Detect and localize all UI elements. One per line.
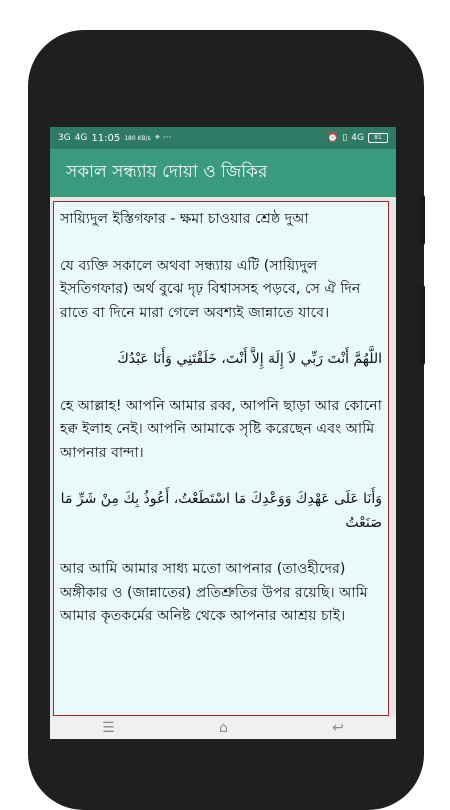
signal-4g-icon: 4G — [74, 133, 88, 143]
clock: 11:05 — [91, 132, 121, 144]
dua-content — [54, 202, 388, 629]
volume-button — [420, 285, 425, 365]
bangla-meaning-2: আর আমি আমার সাধ্য মতো আপনার (তাওহীদের) অঙ্গীকার ও (জান্নাতের) প্রতিশ্রুতির উপর রয়েছি। আমি আমার কৃতকর্মের অনিষ্ট থেকে আপনার আশ্রয় চাই। — [60, 561, 368, 624]
screen — [50, 127, 396, 739]
battery-icon: 81 — [368, 133, 388, 143]
dua-card[interactable] — [53, 201, 389, 716]
arabic-text-1: اللَّهُمَّ أَنْتَ رَبِّي لاَ إِلَهَ إِلاَّ أَنْتَ، خَلَقْتَنِي وَأَنَا عَبْدُكَ — [117, 351, 382, 367]
home-icon[interactable]: ⌂ — [218, 719, 228, 736]
alarm-icon: ⏰ — [327, 133, 339, 143]
menu-icon[interactable]: ☰ — [102, 719, 115, 736]
app-bar — [50, 149, 396, 197]
arabic-text-2: وَأَنَا عَلَى عَهْدِكَ وَوَعْدِكَ مَا اسْتَطَعْتُ، أَعُوذُ بِكَ مِنْ شَرِّ مَا صَنَعْتُ — [60, 491, 382, 531]
page-title: সকাল সন্ধ্যায় দোয়া ও জিকির — [66, 162, 268, 182]
notification-icons: ⌖ ··· — [154, 133, 172, 143]
signal-right-icon: 4G — [351, 133, 364, 143]
dua-heading: সায়্যিদুল ইস্তিগফার - ক্ষমা চাওয়ার শ্রেষ্ঠ দুআ — [60, 211, 309, 227]
signal-3g-icon: 3G — [58, 133, 71, 143]
power-button — [420, 195, 425, 245]
status-bar — [50, 127, 396, 149]
navigation-bar — [50, 716, 396, 739]
vibrate-icon: ▯ — [342, 133, 348, 143]
dua-intro: যে ব্যক্তি সকালে অথবা সন্ধ্যায় এটি (সায়্যিদুল ইসতিগফার) অর্থ বুঝে দৃঢ় বিশ্বাসসহ পড়বে, সে ঐ দিন রাতে বা দিনে মারা গেলে অবশ্যই জান্নাতে যাবে। — [60, 257, 361, 321]
back-icon[interactable]: ↩ — [332, 719, 344, 736]
bangla-meaning-1: হে আল্লাহ! আপনি আমার রব্ব, আপনি ছাড়া আর কোনো হক্ব ইলাহ নেই। আপনি আমাকে সৃষ্টি করেছেন এবং আমি আপনার বান্দা। — [60, 397, 382, 461]
network-speed: 180 KB/s — [124, 134, 151, 142]
